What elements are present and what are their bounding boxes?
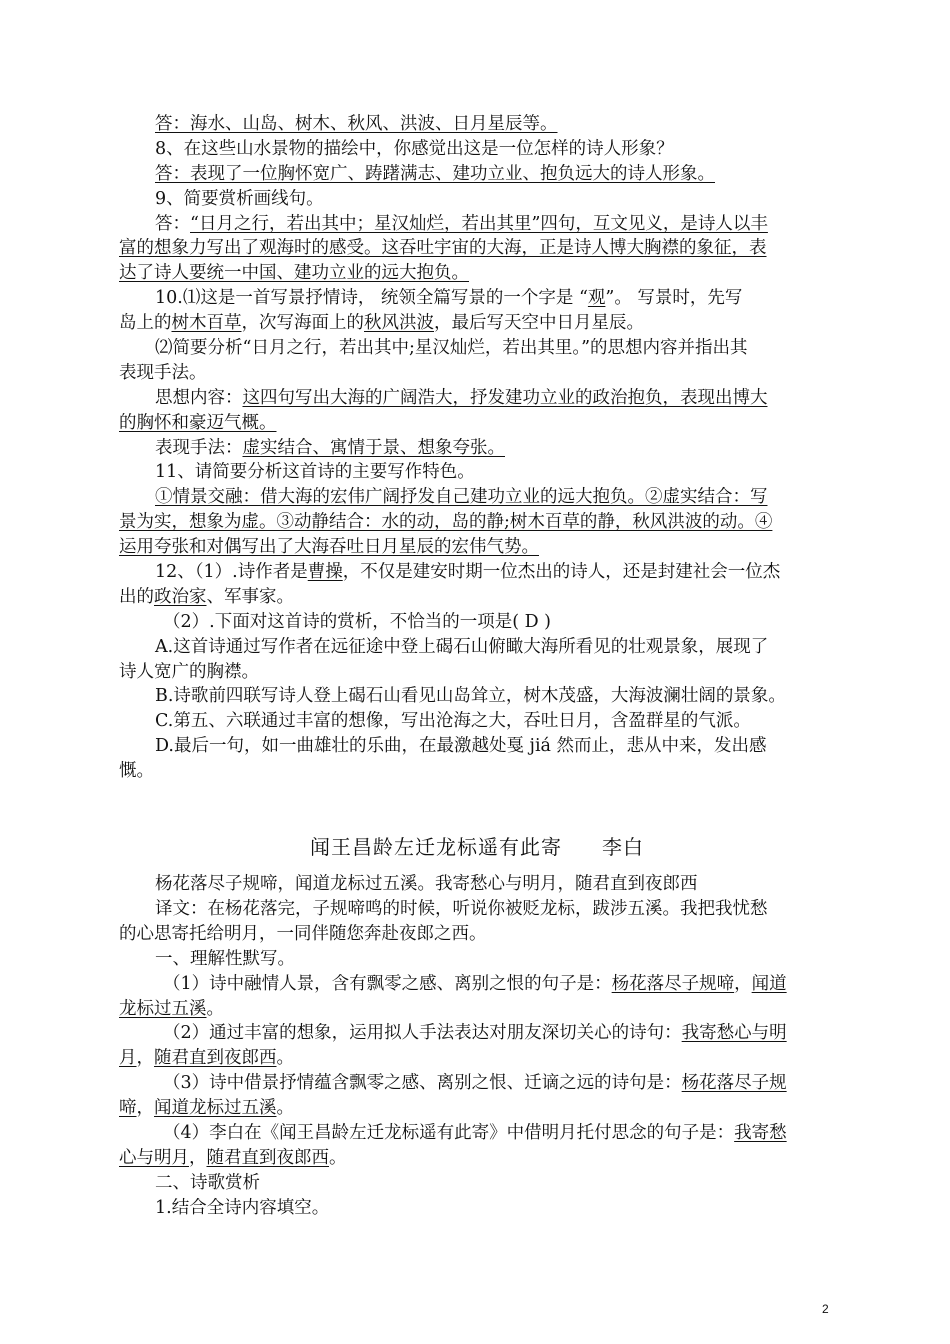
- dictation-3-line-1: （3）诗中借景抒情蕴含飘零之感、离别之恨、迁谪之远的诗句是：杨花落尽子规: [163, 1073, 787, 1094]
- question-10-2-line-1: ⑵简要分析“日月之行，若出其中;星汉灿烂，若出其里。”的思想内容并指出其: [155, 338, 748, 359]
- question-9: 9、简要赏析画线句。: [155, 188, 324, 209]
- answer-11-line-2: 景为实，想象为虚。③动静结合：水的动，岛的静;树木百草的静，秋风洪波的动。④: [119, 512, 773, 533]
- option-b: B.诗歌前四联写诗人登上碣石山看见山岛耸立，树木茂盛，大海波澜壮阔的景象。: [155, 686, 786, 707]
- answer-8: 答：表现了一位胸怀宽广、踌躇满志、建功立业、抱负远大的诗人形象。: [155, 163, 715, 184]
- question-11: 11、请简要分析这首诗的主要写作特色。: [155, 462, 475, 483]
- option-c: C.第五、六联通过丰富的想像，写出沧海之大，吞吐日月，含盈群星的气派。: [155, 711, 751, 732]
- question-10-line-2: 岛上的树木百草，次写海面上的秋风洪波，最后写天空中日月星辰。: [119, 313, 644, 334]
- dictation-1-line-1: （1）诗中融情人景，含有飘零之感、离别之恨的句子是：杨花落尽子规啼，闻道: [163, 973, 787, 994]
- dictation-4-line-2: 心与明月，随君直到夜郎西。: [119, 1147, 347, 1168]
- section-gap: [119, 784, 835, 832]
- answer-9-line-2: 富的想象力写出了观海时的感受。这吞吐宇宙的大海，正是诗人博大胸襟的象征，表: [119, 238, 767, 259]
- option-d-line-1: D.最后一句，如一曲雄壮的乐曲，在最激越处戛 jiá 然而止，悲从中来，发出感: [155, 736, 767, 757]
- poem-title-text: 闻王昌龄左迁龙标遥有此寄: [310, 835, 562, 860]
- poem-text: 杨花落尽子规啼，闻道龙标过五溪。我寄愁心与明月，随君直到夜郎西: [155, 874, 698, 895]
- question-10-line-1: 10.⑴这是一首写景抒情诗， 统领全篇写景的一个字是 “观”。 写景时，先写: [155, 288, 743, 309]
- page-number: 2: [822, 1302, 829, 1316]
- question-10-2-line-2: 表现手法。: [119, 362, 207, 383]
- translation-line-1: 译文：在杨花落完，子规啼鸣的时候，听说你被贬龙标，跋涉五溪。我把我忧愁: [155, 898, 768, 919]
- answer-7: 答：海水、山岛、树木、秋风、洪波、日月星辰等。: [155, 114, 558, 134]
- document-page: [119, 112, 835, 1221]
- question-1: 1.结合全诗内容填空。: [155, 1197, 330, 1218]
- technique: 表现手法：虚实结合、寓情于景、想象夸张。: [155, 437, 505, 458]
- question-12-line-1: 12、（1）.诗作者是曹操，不仅是建安时期一位杰出的诗人，还是封建社会一位杰: [155, 562, 781, 583]
- dictation-3-line-2: 啼，闻道龙标过五溪。: [119, 1098, 294, 1119]
- answer-11-line-3: 运用夸张和对偶写出了大海吞吐日月星辰的宏伟气势。: [119, 537, 539, 558]
- option-d-line-2: 慨。: [119, 761, 154, 782]
- option-a-line-2: 诗人宽广的胸襟。: [119, 661, 259, 682]
- thought-content-line-2: 的胸怀和豪迈气概。: [119, 412, 277, 433]
- answer-9-line-1: 答：“日月之行，若出其中；星汉灿烂，若出其里”四句，互文见义，是诗人以丰: [155, 213, 768, 234]
- section-2-heading: 二、诗歌赏析: [155, 1172, 260, 1193]
- poem-title: [119, 832, 835, 872]
- question-12-line-2: 出的政治家、军事家。: [119, 586, 294, 607]
- question-12-2: （2）.下面对这首诗的赏析，不恰当的一项是( D ): [163, 611, 552, 632]
- thought-content-line-1: 思想内容：这四句写出大海的广阔浩大，抒发建功立业的政治抱负，表现出博大: [155, 387, 768, 408]
- dictation-2-line-1: （2）通过丰富的想象，运用拟人手法表达对朋友深切关心的诗句：我寄愁心与明: [163, 1023, 787, 1044]
- section-1-heading: 一、理解性默写。: [155, 948, 295, 969]
- dictation-4-line-1: （4）李白在《闻王昌龄左迁龙标遥有此寄》中借明月托付思念的句子是：我寄愁: [163, 1122, 787, 1143]
- poem-author: 李白: [602, 835, 644, 860]
- question-8: 8、在这些山水景物的描绘中，你感觉出这是一位怎样的诗人形象？: [155, 138, 674, 159]
- answer-11-line-1: ①情景交融：借大海的宏伟广阔抒发自己建功立业的远大抱负。②虚实结合：写: [155, 487, 768, 508]
- dictation-1-line-2: 龙标过五溪。: [119, 998, 224, 1019]
- translation-line-2: 的心思寄托给明月，一同伴随您奔赴夜郎之西。: [119, 923, 487, 944]
- option-a-line-1: A.这首诗通过写作者在远征途中登上碣石山俯瞰大海所看见的壮观景象，展现了: [155, 636, 769, 657]
- answer-9-line-3: 达了诗人要统一中国、建功立业的远大抱负。: [119, 263, 469, 284]
- dictation-2-line-2: 月，随君直到夜郎西。: [119, 1048, 294, 1069]
